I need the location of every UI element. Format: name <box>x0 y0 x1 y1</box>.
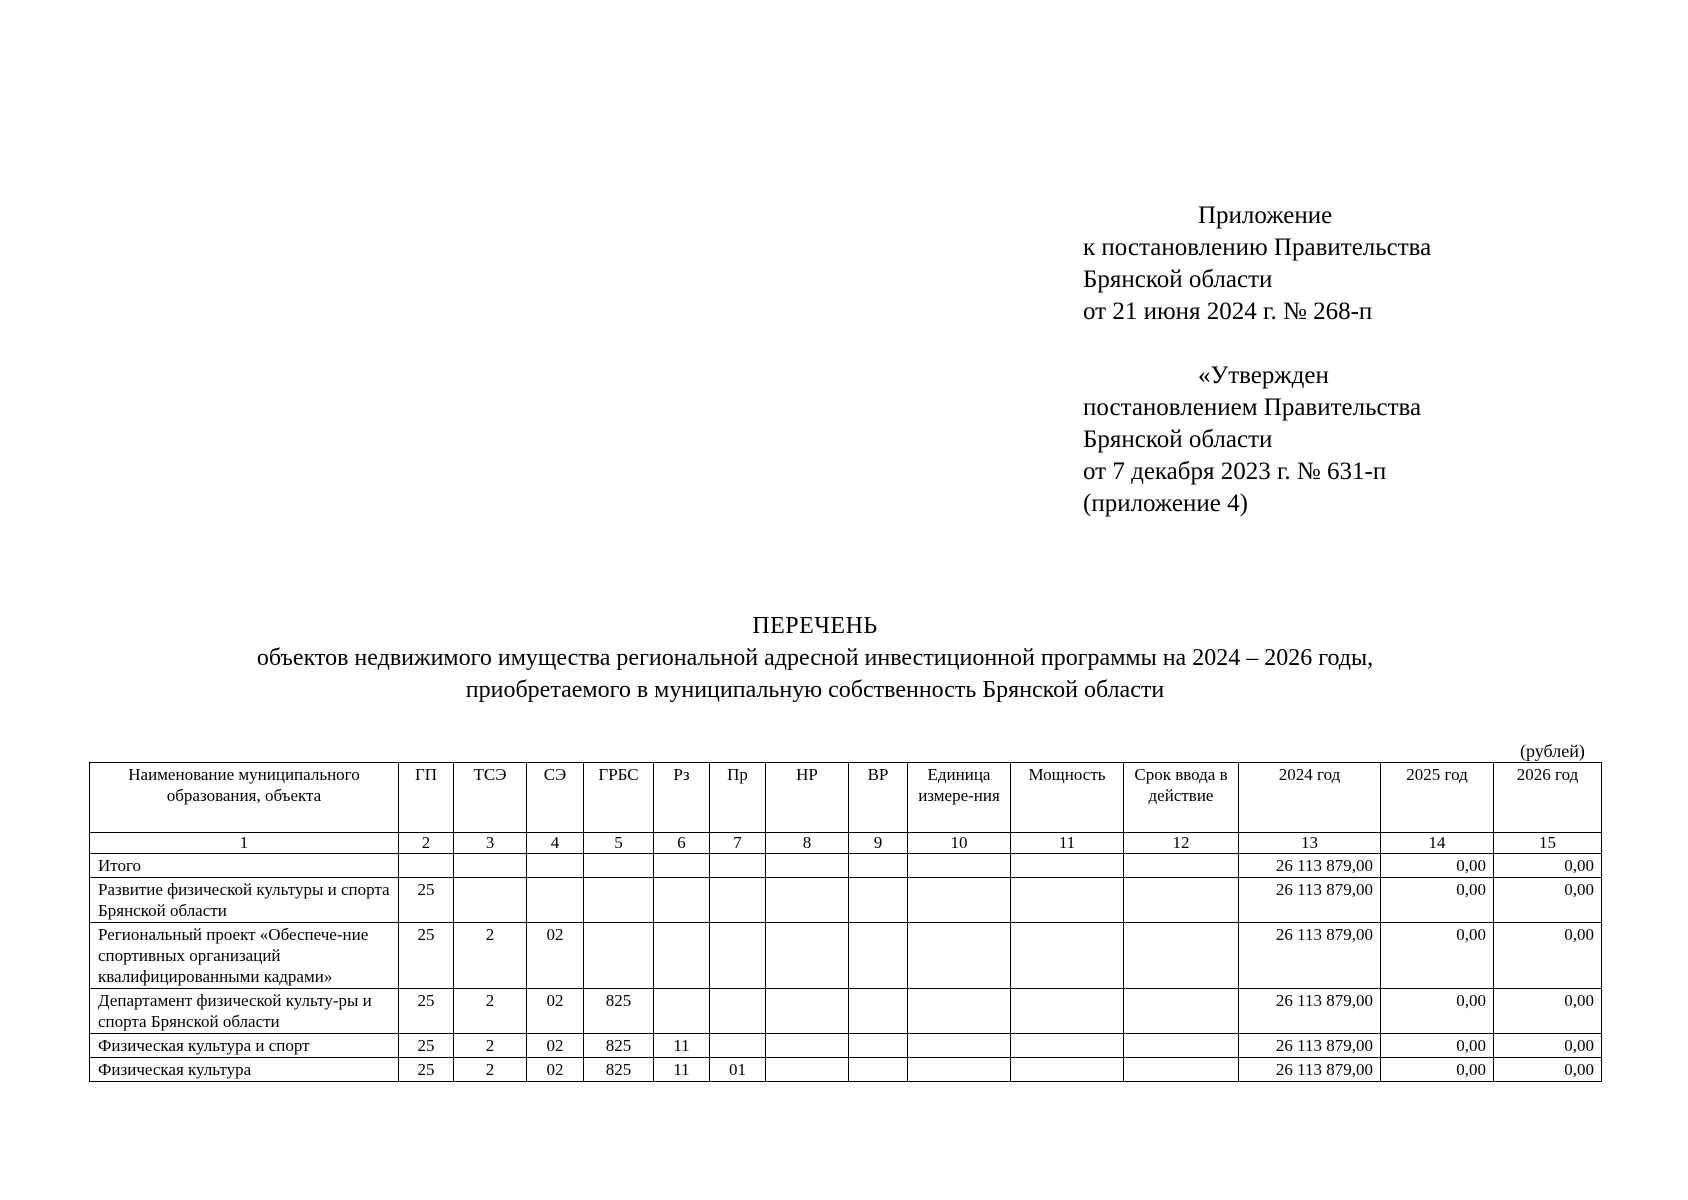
cell-capacity <box>1011 878 1124 923</box>
header-cell: НР <box>766 763 849 833</box>
cell-vr <box>849 1034 908 1058</box>
cell-vr <box>849 989 908 1034</box>
cell-2024: 26 113 879,00 <box>1239 1034 1381 1058</box>
approved-appendix-ref: (приложение 4) <box>1083 490 1248 517</box>
cell-tse <box>454 878 527 923</box>
cell-se: 02 <box>527 989 584 1034</box>
cell-2026: 0,00 <box>1494 854 1602 878</box>
header-cell: ВР <box>849 763 908 833</box>
cell-2025: 0,00 <box>1381 989 1494 1034</box>
column-number: 6 <box>654 833 710 854</box>
column-number: 10 <box>908 833 1011 854</box>
cell-tse: 2 <box>454 1058 527 1082</box>
cell-se: 02 <box>527 923 584 989</box>
cell-2024: 26 113 879,00 <box>1239 878 1381 923</box>
cell-grbs: 825 <box>584 989 654 1034</box>
table-header <box>90 763 1602 854</box>
appendix-date-number: от 21 июня 2024 г. № 268-п <box>1083 298 1373 325</box>
column-number: 11 <box>1011 833 1124 854</box>
cell-2024: 26 113 879,00 <box>1239 989 1381 1034</box>
cell-nr <box>766 854 849 878</box>
header-cell: 2024 год <box>1239 763 1381 833</box>
cell-2025: 0,00 <box>1381 923 1494 989</box>
units-label: (рублей) <box>1520 741 1585 761</box>
cell-2026: 0,00 <box>1494 1034 1602 1058</box>
cell-rz <box>654 923 710 989</box>
cell-vr <box>849 923 908 989</box>
cell-term <box>1124 1034 1239 1058</box>
cell-se: 02 <box>527 1034 584 1058</box>
cell-term <box>1124 878 1239 923</box>
cell-tse: 2 <box>454 989 527 1034</box>
column-number: 15 <box>1494 833 1602 854</box>
cell-2026: 0,00 <box>1494 923 1602 989</box>
cell-vr <box>849 1058 908 1082</box>
table-row <box>90 989 1602 1034</box>
cell-pr <box>710 923 766 989</box>
cell-term <box>1124 989 1239 1034</box>
document-title <box>0 610 1630 706</box>
cell-nr <box>766 1034 849 1058</box>
cell-capacity <box>1011 1058 1124 1082</box>
column-number: 1 <box>90 833 399 854</box>
column-number: 14 <box>1381 833 1494 854</box>
header-row <box>90 763 1602 833</box>
column-number: 8 <box>766 833 849 854</box>
table-row <box>90 878 1602 923</box>
cell-nr <box>766 923 849 989</box>
cell-2026: 0,00 <box>1494 878 1602 923</box>
cell-rz: 11 <box>654 1058 710 1082</box>
appendix-block <box>1083 200 1431 520</box>
table-row <box>90 854 1602 878</box>
cell-capacity <box>1011 854 1124 878</box>
column-number: 4 <box>527 833 584 854</box>
cell-pr <box>710 989 766 1034</box>
cell-vr <box>849 854 908 878</box>
appendix-line: Брянской области <box>1083 266 1273 293</box>
cell-unit <box>908 878 1011 923</box>
header-cell: Наименование муниципального образования, объекта <box>90 763 399 833</box>
cell-2025: 0,00 <box>1381 1034 1494 1058</box>
cell-term <box>1124 854 1239 878</box>
cell-unit <box>908 923 1011 989</box>
objects-table <box>89 762 1602 1082</box>
cell-capacity <box>1011 1034 1124 1058</box>
column-number: 2 <box>399 833 454 854</box>
appendix-line: к постановлению Правительства <box>1083 234 1432 261</box>
header-cell: ГП <box>399 763 454 833</box>
cell-vr <box>849 878 908 923</box>
cell-capacity <box>1011 923 1124 989</box>
header-cell: 2025 год <box>1381 763 1494 833</box>
cell-gp: 25 <box>399 1034 454 1058</box>
cell-2024: 26 113 879,00 <box>1239 1058 1381 1082</box>
cell-2025: 0,00 <box>1381 854 1494 878</box>
column-number: 13 <box>1239 833 1381 854</box>
cell-unit <box>908 854 1011 878</box>
cell-gp: 25 <box>399 1058 454 1082</box>
header-cell: Срок ввода в действие <box>1124 763 1239 833</box>
header-cell: Рз <box>654 763 710 833</box>
approved-title: «Утвержден <box>1198 362 1329 389</box>
cell-nr <box>766 878 849 923</box>
cell-pr <box>710 1034 766 1058</box>
header-cell: Мощность <box>1011 763 1124 833</box>
cell-nr <box>766 1058 849 1082</box>
table-body <box>90 854 1602 1082</box>
cell-tse: 2 <box>454 923 527 989</box>
cell-pr: 01 <box>710 1058 766 1082</box>
table-row <box>90 1034 1602 1058</box>
cell-tse <box>454 854 527 878</box>
header-cell: ГРБС <box>584 763 654 833</box>
cell-gp <box>399 854 454 878</box>
cell-rz <box>654 989 710 1034</box>
cell-pr <box>710 878 766 923</box>
row-name: Итого <box>90 854 399 878</box>
row-name: Региональный проект «Обеспече-ние спортивных организаций квалифицированными кадрами» <box>90 923 399 989</box>
header-cell: СЭ <box>527 763 584 833</box>
row-name: Физическая культура и спорт <box>90 1034 399 1058</box>
cell-grbs: 825 <box>584 1034 654 1058</box>
cell-grbs: 825 <box>584 1058 654 1082</box>
row-name: Физическая культура <box>90 1058 399 1082</box>
approved-line: постановлением Правительства <box>1083 394 1422 421</box>
title-main: ПЕРЕЧЕНЬ <box>752 613 878 639</box>
title-subtitle-line-2: приобретаемого в муниципальную собственность Брянской области <box>465 677 1165 703</box>
table-row <box>90 1058 1602 1082</box>
column-number: 3 <box>454 833 527 854</box>
cell-gp: 25 <box>399 989 454 1034</box>
cell-se <box>527 878 584 923</box>
cell-pr <box>710 854 766 878</box>
cell-2025: 0,00 <box>1381 878 1494 923</box>
appendix-gap <box>1083 328 1431 360</box>
header-cell: 2026 год <box>1494 763 1602 833</box>
column-number: 9 <box>849 833 908 854</box>
cell-grbs <box>584 878 654 923</box>
column-number: 5 <box>584 833 654 854</box>
column-number-row <box>90 833 1602 854</box>
row-name: Развитие физической культуры и спорта Брянской области <box>90 878 399 923</box>
approved-date-number: от 7 декабря 2023 г. № 631-п <box>1083 458 1387 485</box>
cell-rz: 11 <box>654 1034 710 1058</box>
cell-2024: 26 113 879,00 <box>1239 923 1381 989</box>
cell-grbs <box>584 923 654 989</box>
cell-tse: 2 <box>454 1034 527 1058</box>
row-name: Департамент физической культу-ры и спорта Брянской области <box>90 989 399 1034</box>
cell-se <box>527 854 584 878</box>
column-number: 12 <box>1124 833 1239 854</box>
cell-unit <box>908 989 1011 1034</box>
header-cell: ТСЭ <box>454 763 527 833</box>
cell-capacity <box>1011 989 1124 1034</box>
cell-nr <box>766 989 849 1034</box>
cell-rz <box>654 854 710 878</box>
cell-se: 02 <box>527 1058 584 1082</box>
cell-rz <box>654 878 710 923</box>
cell-2026: 0,00 <box>1494 989 1602 1034</box>
cell-term <box>1124 923 1239 989</box>
cell-2026: 0,00 <box>1494 1058 1602 1082</box>
header-cell: Единица измере-ния <box>908 763 1011 833</box>
cell-unit <box>908 1034 1011 1058</box>
column-number: 7 <box>710 833 766 854</box>
header-cell: Пр <box>710 763 766 833</box>
cell-grbs <box>584 854 654 878</box>
cell-term <box>1124 1058 1239 1082</box>
cell-gp: 25 <box>399 923 454 989</box>
cell-unit <box>908 1058 1011 1082</box>
approved-line: Брянской области <box>1083 426 1273 453</box>
appendix-title: Приложение <box>1198 202 1333 229</box>
cell-gp: 25 <box>399 878 454 923</box>
cell-2024: 26 113 879,00 <box>1239 854 1381 878</box>
table-row <box>90 923 1602 989</box>
title-subtitle-line-1: объектов недвижимого имущества региональной адресной инвестиционной программы на 2024 – 2026 годы, <box>256 645 1374 671</box>
cell-2025: 0,00 <box>1381 1058 1494 1082</box>
